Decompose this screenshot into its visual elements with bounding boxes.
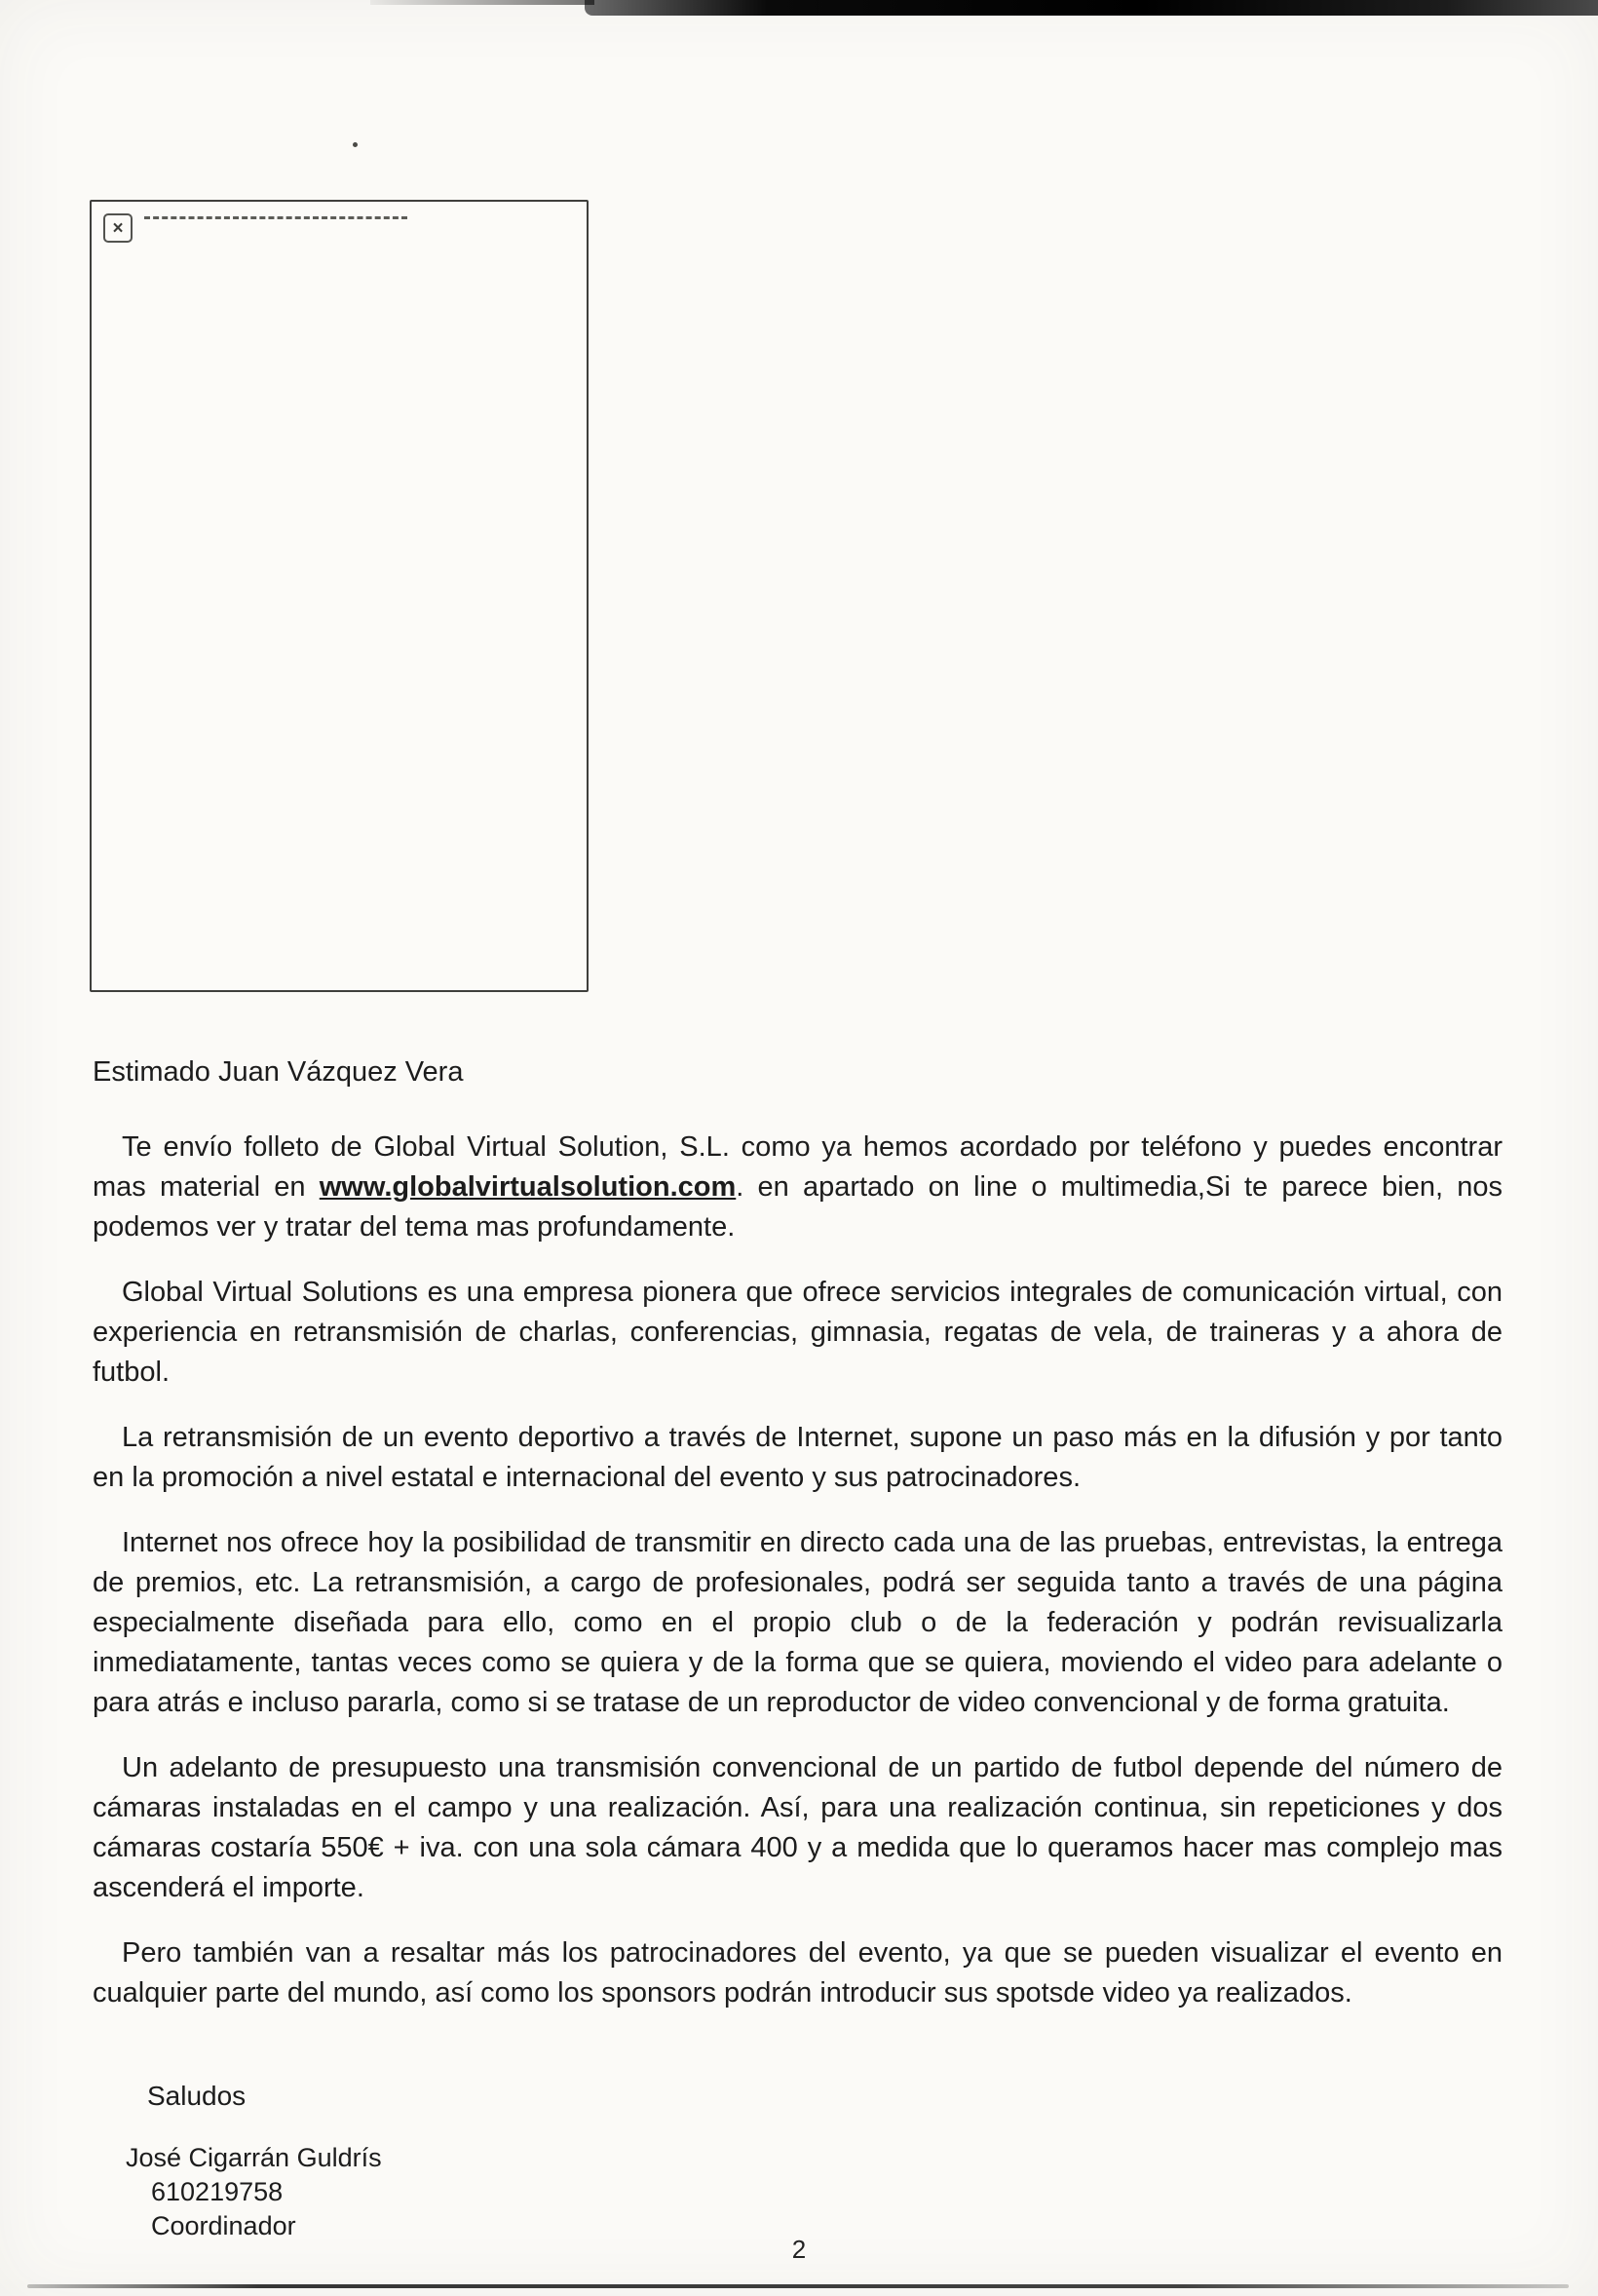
broken-image-placeholder	[90, 200, 589, 992]
paragraph-company: Global Virtual Solutions es una empresa pionera que ofrece servicios integrales de comunicación virtual, con experiencia en retransmisión de charlas, conferencias, gimnasia, regatas de vela, de traineras y a ahora de futbol.	[93, 1277, 1503, 1388]
signature-block	[93, 2141, 1503, 2243]
paragraph-budget: Un adelanto de presupuesto una transmisión convencional de un partido de futbol depende del número de cámaras instaladas en el campo y una realización. Así, para una realización continua, sin repeticiones y dos cámaras costaría 550€ + iva. con una sola cámara 400 y a medida que lo queramos hacer mas complejo mas ascenderá el importe.	[93, 1752, 1503, 1903]
closing-line: Saludos	[147, 2081, 247, 2111]
broken-image-header	[92, 202, 587, 243]
paragraph-intro-text-after: . en apartado on line o multimedia,Si te parece bien, nos podemos ver y tratar del tema mas profundamente.	[93, 1171, 1503, 1243]
paragraph-broadcast: La retransmisión de un evento deportivo a través de Internet, supone un paso más en la difusión y por tanto en la promoción a nivel estatal e internacional del evento y sus patrocinadores.	[93, 1422, 1503, 1493]
signature-role: Coordinador	[151, 2211, 296, 2240]
scan-artifact-bottom-line	[27, 2284, 1569, 2288]
scan-artifact-speck	[353, 142, 358, 147]
greeting-line: Estimado Juan Vázquez Vera	[93, 1056, 464, 1088]
scan-artifact-top-edge	[370, 0, 594, 5]
paragraph-internet: Internet nos ofrece hoy la posibilidad de transmitir en directo cada una de las pruebas, entrevistas, la entrega de premios, etc. La retransmisión, a cargo de profesionales, podrá ser seguida tanto a través de una página especialmente diseñada para ello, como en el propio club o de la federación y podrán revisualizarla inmediatamente, tantas veces como se quiera y de la forma que se quiera, moviendo el video para adelante o para atrás e incluso pararla, como si se tratase de un reproductor de video convencional y de forma gratuita.	[93, 1527, 1503, 1718]
paragraph-intro-text-before: Te envío folleto de Global Virtual Solution, S.L. como ya hemos acordado por teléfono y puedes encontrar mas material en	[93, 1131, 1503, 1203]
website-link[interactable]: www.globalvirtualsolution.com	[319, 1171, 737, 1203]
signature-phone: 610219758	[151, 2177, 284, 2206]
letter-body	[93, 1052, 1503, 2243]
scan-artifact-top-band	[585, 0, 1598, 16]
paragraph-intro	[93, 1128, 1503, 1247]
alt-text-dashes	[144, 216, 407, 219]
page-number: 2	[791, 2235, 807, 2264]
signature-name: José Cigarrán Guldrís	[126, 2143, 382, 2172]
broken-image-icon: ×	[103, 213, 133, 243]
paragraph-sponsors: Pero también van a resaltar más los patrocinadores del evento, ya que se pueden visualizar el evento en cualquier parte del mundo, así como los sponsors podrán introducir sus spotsde video ya realizados.	[93, 1937, 1503, 2009]
